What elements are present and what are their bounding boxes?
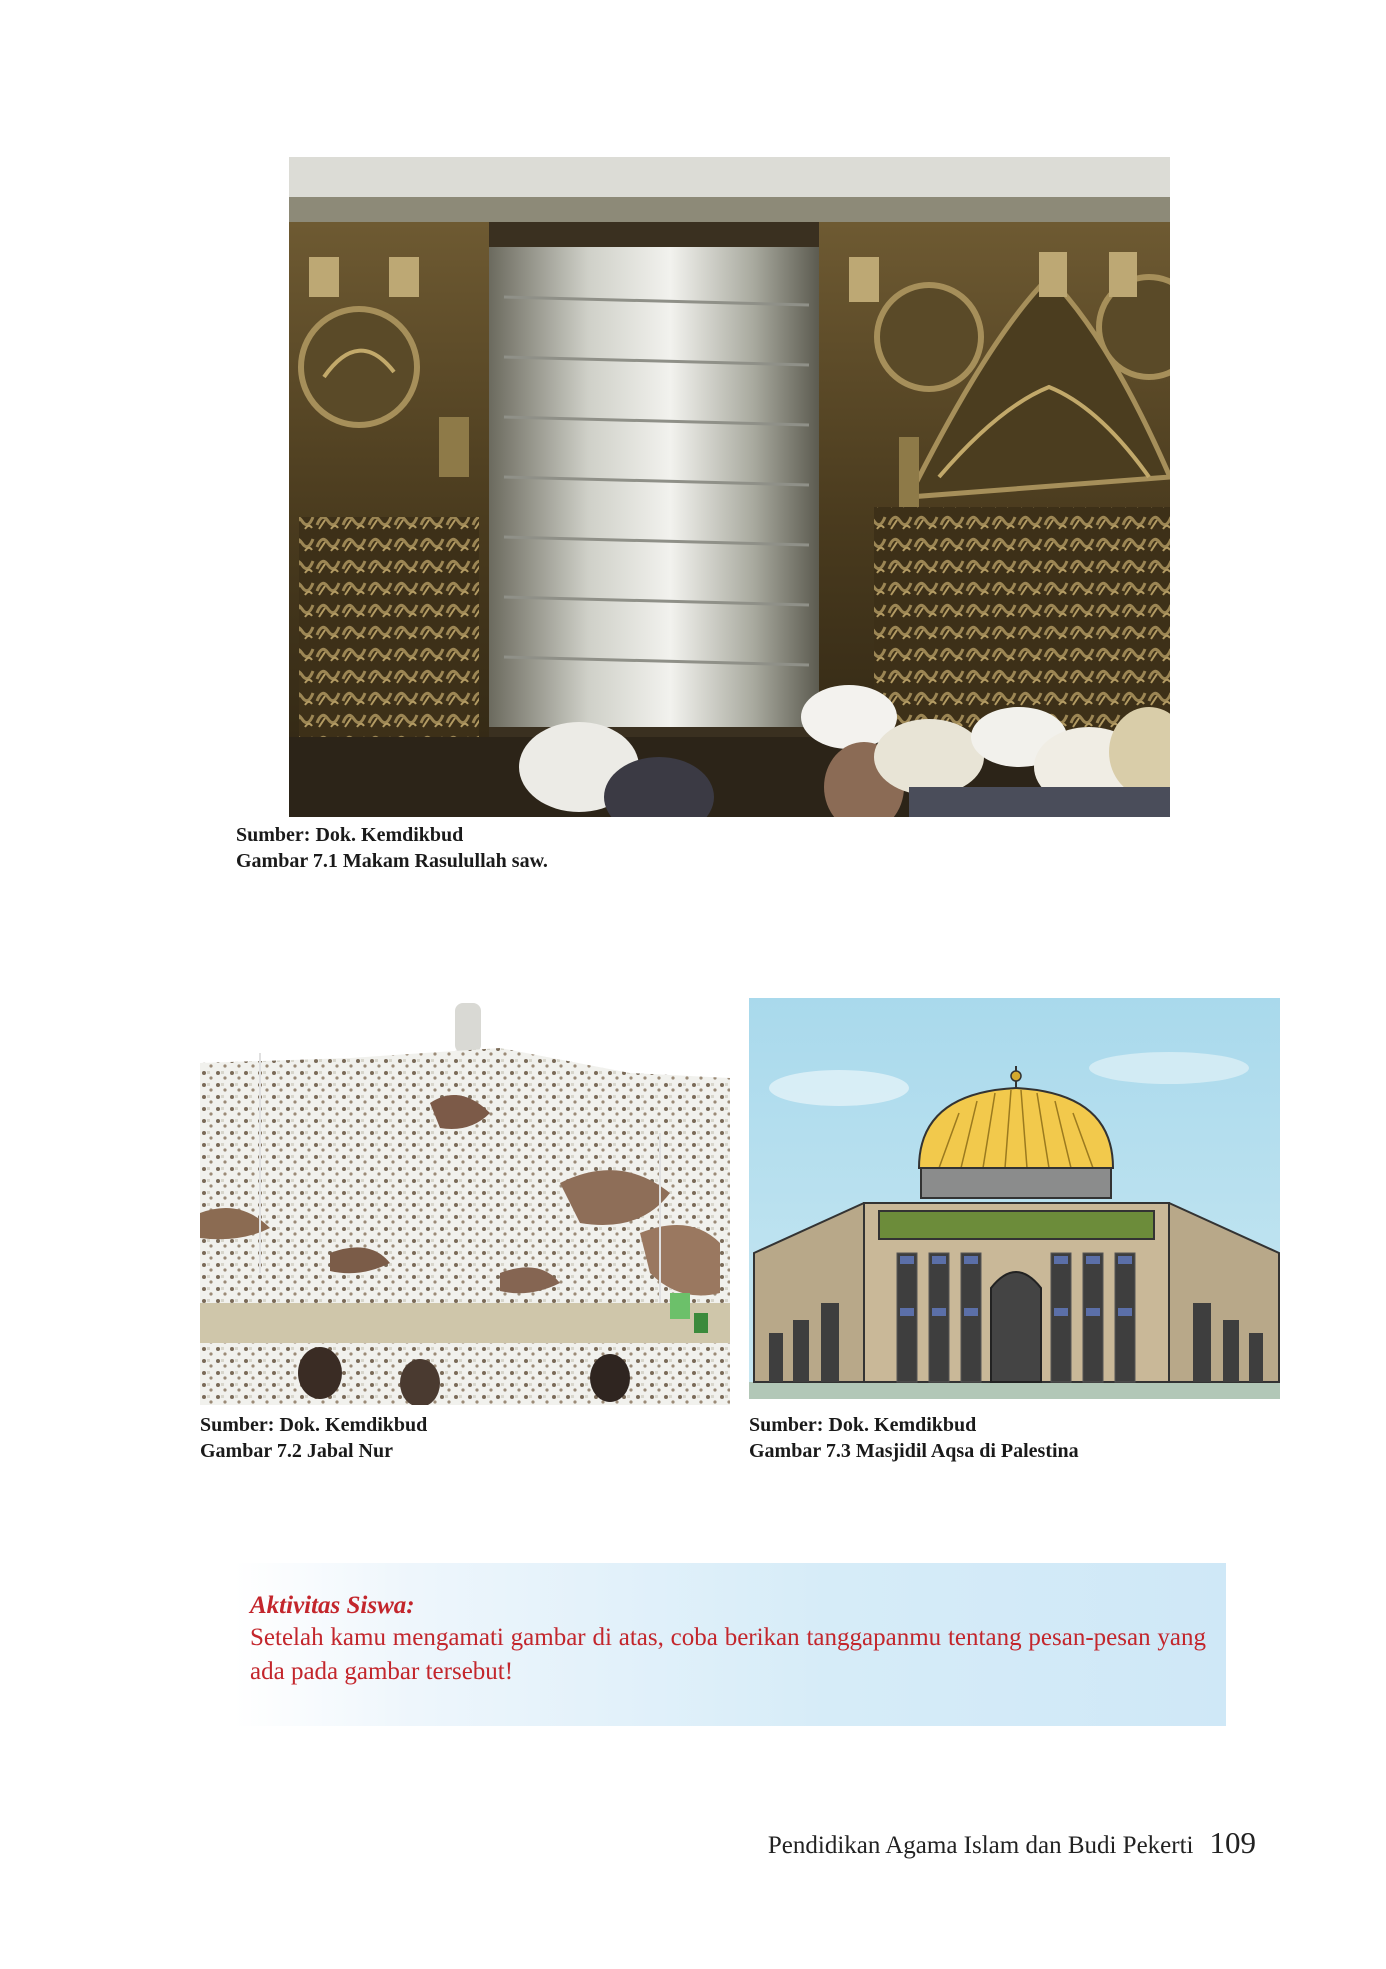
figure-3-title: Gambar 7.3 Masjidil Aqsa di Palestina: [749, 1440, 1079, 1462]
figure-jabal-nur: [200, 973, 730, 1405]
figure-1-source: Sumber: Dok. Kemdikbud: [236, 824, 464, 846]
figure-2-source: Sumber: Dok. Kemdikbud: [200, 1414, 428, 1436]
figure-1-caption: [236, 822, 548, 874]
page-footer: [768, 1825, 1256, 1861]
figure-2-caption: [200, 1412, 427, 1464]
activity-title: Aktivitas Siswa:: [250, 1592, 415, 1619]
book-title: Pendidikan Agama Islam dan Budi Pekerti: [767, 1832, 1194, 1859]
figure-makam-rasulullah: [289, 157, 1170, 817]
figure-2-title: Gambar 7.2 Jabal Nur: [200, 1440, 393, 1462]
figure-3-caption: [749, 1412, 1079, 1464]
activity-box: [234, 1563, 1226, 1726]
figure-1-title: Gambar 7.1 Makam Rasulullah saw.: [236, 850, 548, 872]
activity-text: Setelah kamu mengamati gambar di atas, coba berikan tanggapanmu tentang pesan-pesan yang ada pada gambar tersebut!: [250, 1624, 1206, 1685]
figure-masjidil-aqsa: [749, 998, 1280, 1399]
figure-3-source: Sumber: Dok. Kemdikbud: [749, 1414, 977, 1436]
page-number: 109: [1209, 1825, 1256, 1860]
